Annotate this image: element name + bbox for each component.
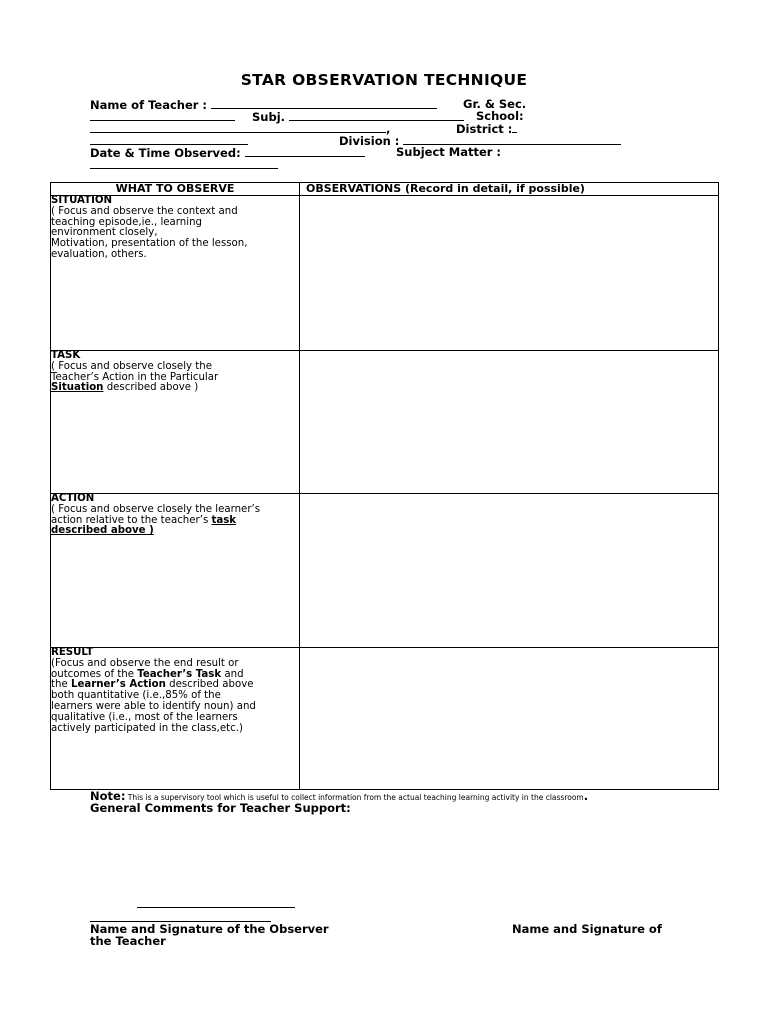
observation-table [50,182,719,790]
page-title: STAR OBSERVATION TECHNIQUE [240,71,528,89]
result-line-post: described above [165,679,254,691]
teachers-task-ref: Teacher’s Task [137,668,222,680]
school-blank[interactable] [90,122,386,133]
subject-matter-blank[interactable] [90,158,278,169]
situation-prompt [51,196,300,351]
observations-header: OBSERVATIONS (Record in detail, if possible) [300,183,719,196]
division-label: Division : [339,134,400,148]
action-line [51,526,299,537]
result-prompt [51,648,300,790]
situation-line: Motivation, presentation of the lesson, [51,238,248,250]
teacher-signature-label: Name and Signature of [512,922,662,936]
situation-line: evaluation, others. [51,248,147,260]
action-observation-cell[interactable] [300,494,719,648]
action-prompt [51,494,300,648]
situation-line: ( Focus and observe the context and [51,205,238,217]
result-line: both quantitative (i.e.,85% of the [51,690,221,702]
teacher-name-label: Name of Teacher : [90,98,208,112]
result-line: actively participated in the class,etc.) [51,722,243,734]
result-line-post: and [221,668,244,680]
note-text: This is a supervisory tool which is useful to collect information from the actual teaching learning activity in the classroom [125,793,584,802]
subj-blank[interactable] [289,110,464,121]
subject-matter-label: Subject Matter : [396,145,502,159]
task-label: TASK [51,350,81,361]
situation-line: teaching episode,ie., learning [51,216,203,228]
teacher-signature-label-cont: the Teacher [90,934,166,948]
situation-observation-cell[interactable] [300,196,719,351]
date-time-label: Date & Time Observed: [90,146,241,160]
learners-action-ref: Learner’s Action [70,679,166,691]
date-time-blank[interactable] [245,146,365,157]
observer-signature-label: Name and Signature of the Observer [90,922,329,936]
result-line-pre: outcomes of the [51,668,138,680]
table-row-task [51,351,719,494]
task-prompt [51,351,300,494]
action-line: ( Focus and observe closely the learner’s [51,503,261,515]
teacher-name-blank[interactable] [211,98,437,109]
result-line: (Focus and observe the end result or [51,657,239,669]
situation-label: SITUATION [51,195,113,206]
task-line: ( Focus and observe closely the [51,360,213,372]
result-label: RESULT [51,647,94,658]
district-label: District : [456,122,513,136]
table-row-result [51,648,719,790]
table-row-action [51,494,719,648]
table-header-row [51,183,719,196]
subject-matter-row [90,158,278,172]
comma-text: , [386,122,391,136]
note-end: . [583,789,589,803]
table-row-situation [51,196,719,351]
task-ref: task [211,514,237,526]
grade-section-blank[interactable] [90,110,235,121]
described-above-ref: described above ) [51,525,154,537]
note-label: Note: [90,789,126,803]
subj-label: Subj. [252,110,286,124]
division-lead-blank[interactable] [90,134,248,145]
what-to-observe-header: WHAT TO OBSERVE [51,183,300,196]
action-label: ACTION [51,493,95,504]
signature-line-upper[interactable] [137,907,295,908]
situation-line: environment closely, [51,227,158,239]
task-line: Teacher’s Action in the Particular [51,371,219,383]
division-blank[interactable] [403,134,621,145]
result-line-pre: the [51,679,71,691]
situation-ref: Situation [51,382,104,394]
district-blank[interactable] [512,122,517,133]
result-observation-cell[interactable] [300,648,719,790]
result-line: qualitative (i.e., most of the learners [51,711,238,723]
school-label: School: [476,109,524,123]
task-line-rest: described above ) [103,382,199,394]
result-line: learners were able to identify noun) and [51,700,256,712]
grade-section-label: Gr. & Sec. [463,97,527,111]
action-line-pre: action relative to the teacher’s [51,514,212,526]
general-comments-label: General Comments for Teacher Support: [90,801,351,815]
task-line [51,383,299,394]
task-observation-cell[interactable] [300,351,719,494]
